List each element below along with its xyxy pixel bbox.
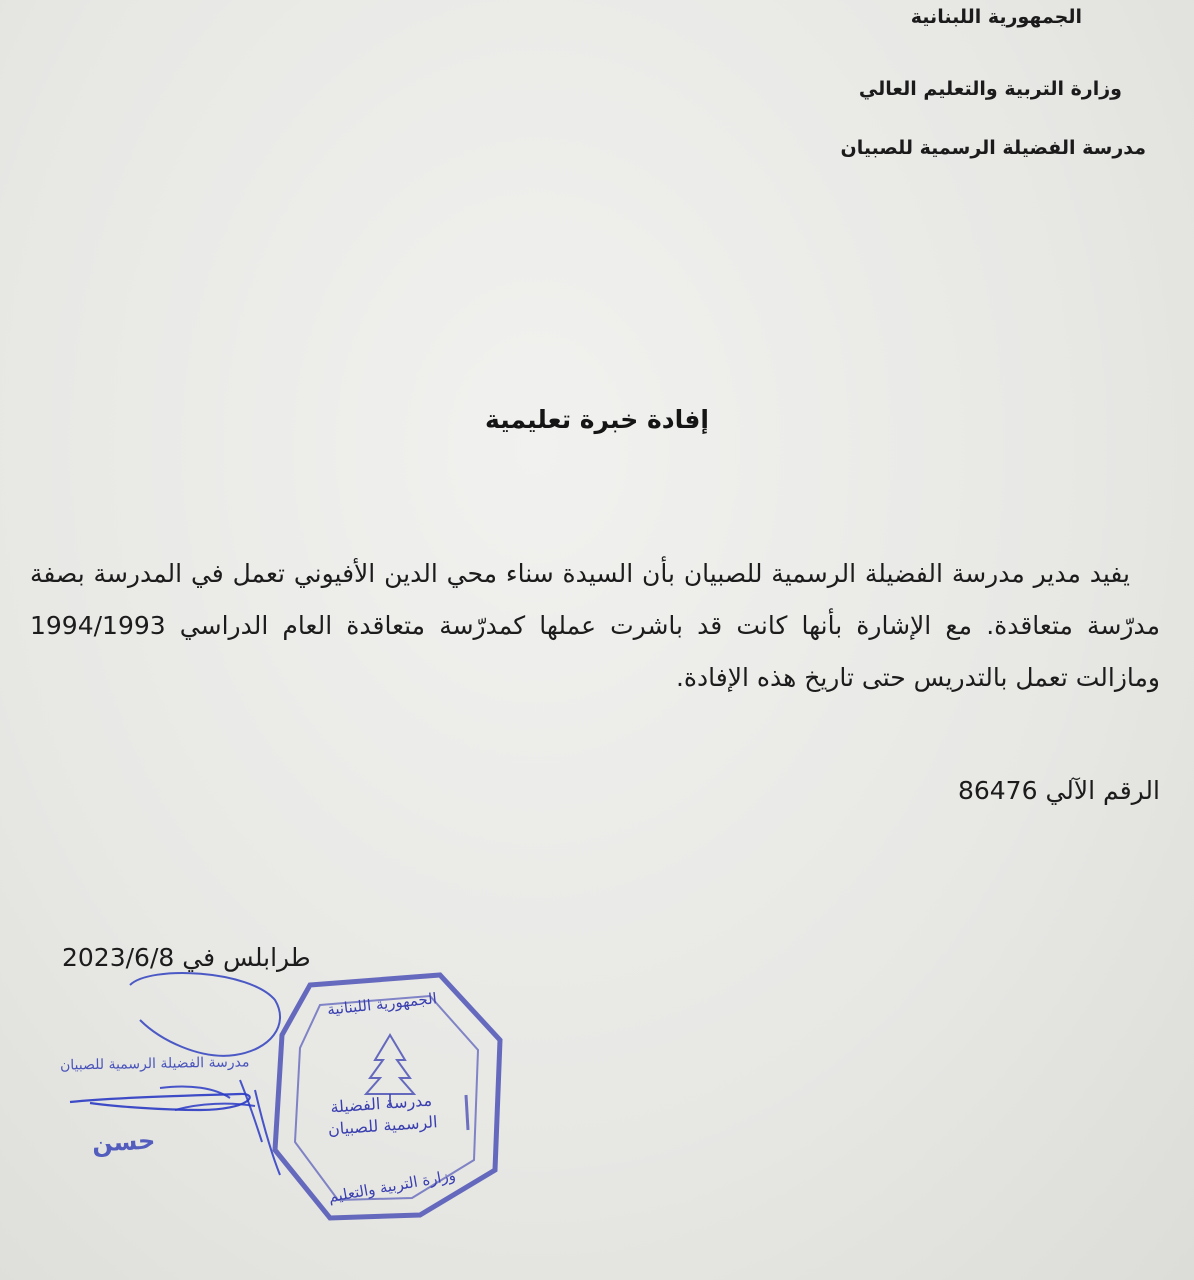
reference-number: الرقم الآلي 86476 xyxy=(957,776,1160,805)
seal-top-text: الجمهورية اللبنانية xyxy=(326,989,438,1019)
official-seal xyxy=(262,975,502,1220)
seal-center-line2: الرسمية للصبيان xyxy=(327,1112,439,1139)
signatory-name: حسن xyxy=(91,1126,157,1158)
seal-bottom-text: وزارة التربية والتعليم xyxy=(327,1165,457,1207)
school-stamp-line: مدرسة الفضيلة الرسمية للصبيان xyxy=(59,1054,250,1074)
header-ministry: وزارة التربية والتعليم العالي xyxy=(858,78,1122,100)
certificate-body xyxy=(30,548,1160,704)
seal-center-line1: مدرسة الفضيلة xyxy=(329,1090,433,1117)
certificate-paragraph: يفيد مدير مدرسة الفضيلة الرسمية للصبيان بأن السيدة سناء محي الدين الأفيوني تعمل في المدرسة بصفة مدرّسة متعاقدة. مع الإشارة بأنها كانت قد باشرت عملها كمدرّسة متعاقدة العام الدراسي 1994/1993 ومازالت تعمل بالتدريس حتى تاريخ هذه الإفادة. xyxy=(30,559,1160,692)
header-school: مدرسة الفضيلة الرسمية للصبيان xyxy=(840,137,1146,159)
seal-center-text xyxy=(261,1085,503,1146)
place-date-line: طرابلس في 2023/6/8 xyxy=(62,943,311,972)
document-title: إفادة خبرة تعليمية xyxy=(485,405,709,434)
header-republic: الجمهورية اللبنانية xyxy=(910,6,1082,28)
